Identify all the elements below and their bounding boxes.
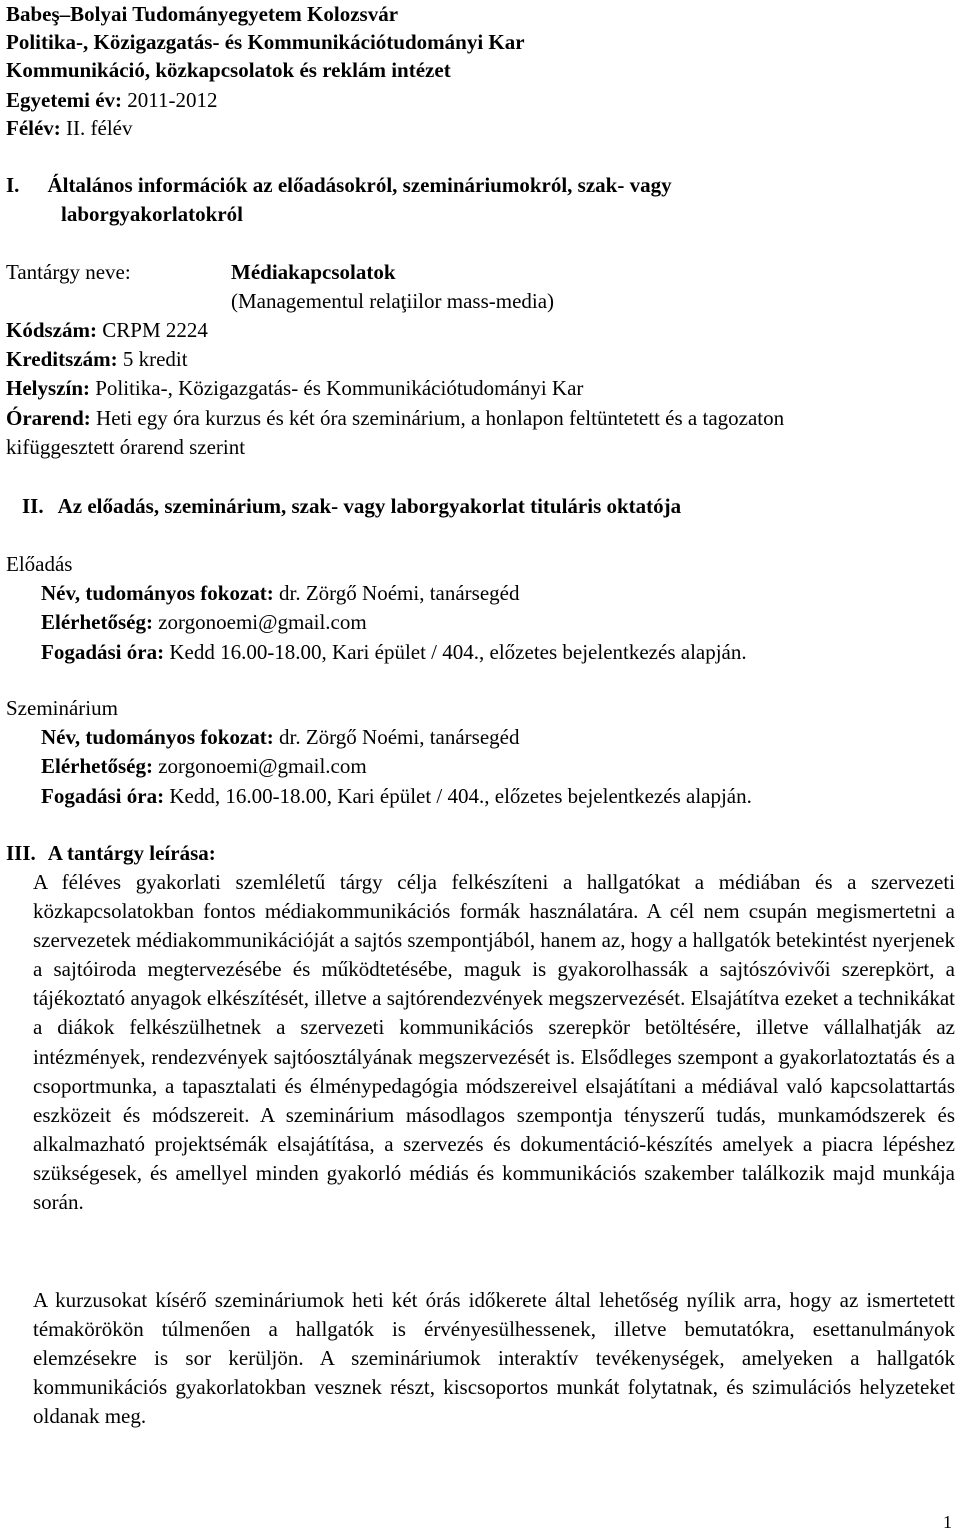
section-1-title-line2: laborgyakorlatokról (61, 202, 243, 226)
schedule-label: Órarend: (6, 406, 91, 430)
seminar-name-value: dr. Zörgő Noémi, tanársegéd (279, 725, 520, 749)
lecture-name-value: dr. Zörgő Noémi, tanársegéd (279, 581, 520, 605)
credits-row (6, 345, 188, 373)
lecture-hours-value: Kedd 16.00-18.00, Kari épület / 404., előzetes bejelentkezés alapján. (169, 640, 747, 664)
lecture-contact-label: Elérhetőség: (41, 610, 153, 634)
schedule-value-line1: Heti egy óra kurzus és két óra szeminárium, a honlapon feltüntetett és a tagozaton (96, 406, 785, 430)
university-name: Babeş–Bolyai Tudományegyetem Kolozsvár (6, 2, 399, 26)
description-paragraph-1: A féléves gyakorlati szemléletű tárgy célja felkészíteni a hallgatókat a médiában és a szervezeti közkapcsolatokban fontos médiakommunikációs formák használatára. A cél nem csupán megismertetni a szervezetek médiakommunikációját a sajtós szempontjából, hanem az, hogy a hallgatók betekintést nyerjenek a sajtóiroda megtervezésébe és működtetésébe, maguk is gyakorolhassák a sajtószóvivői szerepkört, a tájékoztató anyagok elkészítését, illetve a sajtórendezvények megszervezését. Elsajátítva ezeket a technikákat a diákok felkészülhetnek a szervezeti kommunikációs szerepkör betöltésére, illetve vállalhatják az intézmények, rendezvények sajtóosztályának megszervezését is. Elsődleges szempont a gyakorlatoztatás és a csoportmunka, a tapasztalati és élménypedagógia módszereivel elsajátítani a médiával való kapcsolattartás eszközeit és módszereit. A szeminárium másodlagos szempontja tényszerű tudás, munkamódszerek és alkalmazható projektsémák elsajátítása, a szervezés és dokumentáció-készítés amelyek a piacra lépéshez szükségesek, és amellyel minden gyakorló médiás és kommunikációs szakember találkozik majd munkája során. (33, 870, 955, 1215)
location-row (6, 374, 583, 402)
subject-name: Médiakapcsolatok (231, 260, 396, 284)
seminar-heading: Szeminárium (6, 696, 118, 720)
credits-label: Kreditszám: (6, 347, 118, 371)
academic-year-label: Egyetemi év: (6, 88, 123, 112)
semester-label: Félév: (6, 116, 61, 140)
academic-year (6, 86, 218, 114)
schedule-row (6, 404, 784, 432)
location-value: Politika-, Közigazgatás- és Kommunikációtudományi Kar (95, 376, 584, 400)
semester (6, 114, 133, 142)
section-2-title (22, 492, 681, 520)
seminar-name-label: Név, tudományos fokozat: (41, 725, 274, 749)
section-1-title (6, 171, 672, 199)
lecture-name-row (41, 579, 519, 607)
seminar-contact-row (41, 752, 367, 780)
faculty-name: Politika-, Közigazgatás- és Kommunikációtudományi Kar (6, 30, 525, 54)
subject-label: Tantárgy neve: (6, 260, 131, 284)
code-row (6, 316, 208, 344)
description-paragraph-2: A kurzusokat kísérő szemináriumok heti két órás időkerete által lehetőség nyílik arra, hogy az ismertetett témakörökön túlmenően a hallgatók is érvényesülhessenek, illetve bemutatókra, esettanulmányok elemzésekre is sor kerüljön. A szemináriumok interaktív tevékenységek, amelyeken a hallgatók kommunikációs gyakorlatokban vesznek részt, kiscsoportos munkát folytatnak, és szimulációs helyzeteket oldanak meg. (33, 1288, 955, 1429)
seminar-hours-value: Kedd, 16.00-18.00, Kari épület / 404., előzetes bejelentkezés alapján. (169, 784, 752, 808)
credits-value: 5 kredit (122, 347, 188, 371)
seminar-contact-email[interactable]: zorgonoemi@gmail.com (158, 754, 367, 778)
section-1-numeral: I. (6, 173, 20, 197)
lecture-hours-label: Fogadási óra: (41, 640, 165, 664)
seminar-hours-label: Fogadási óra: (41, 784, 165, 808)
section-1-title-line1: Általános információk az előadásokról, szemináriumokról, szak- vagy (47, 173, 672, 197)
institute-name: Kommunikáció, közkapcsolatok és reklám intézet (6, 58, 451, 82)
seminar-contact-label: Elérhetőség: (41, 754, 153, 778)
subject-name-ro: (Managementul relaţiilor mass-media) (231, 289, 555, 313)
lecture-heading: Előadás (6, 552, 73, 576)
lecture-name-label: Név, tudományos fokozat: (41, 581, 274, 605)
lecture-contact-email[interactable]: zorgonoemi@gmail.com (158, 610, 367, 634)
schedule-value-line2: kifüggesztett órarend szerint (6, 435, 246, 459)
section-2-numeral: II. (22, 494, 44, 518)
seminar-hours-row (41, 782, 752, 810)
lecture-hours-row (41, 638, 747, 666)
academic-year-value: 2011-2012 (127, 88, 218, 112)
seminar-name-row (41, 723, 519, 751)
code-label: Kódszám: (6, 318, 97, 342)
section-3-title (6, 839, 216, 867)
page-number: 1 (943, 1512, 952, 1532)
section-2-title-text: Az előadás, szeminárium, szak- vagy laborgyakorlat tituláris oktatója (57, 494, 682, 518)
code-value: CRPM 2224 (102, 318, 208, 342)
section-3-title-text: A tantárgy leírása: (47, 841, 216, 865)
location-label: Helyszín: (6, 376, 90, 400)
section-3-numeral: III. (6, 841, 36, 865)
semester-value: II. félév (66, 116, 133, 140)
lecture-contact-row (41, 608, 367, 636)
